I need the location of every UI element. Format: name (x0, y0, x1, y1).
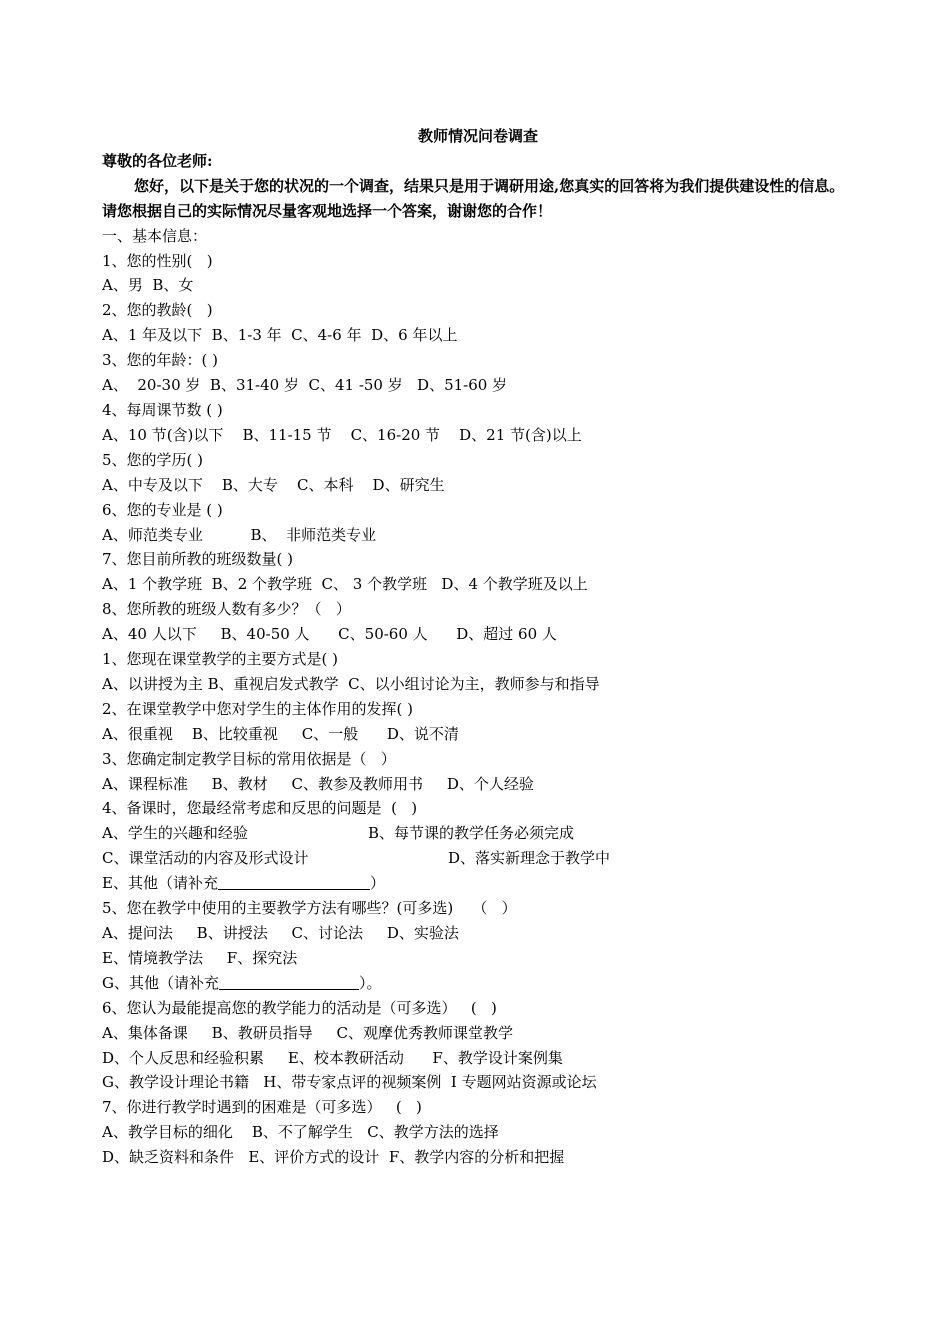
options-line: D、缺乏资料和条件 E、评价方式的设计 F、教学内容的分析和把握 (102, 1148, 565, 1167)
intro-paragraph: 您好，以下是关于您的状况的一个调查，结果只是用于调研用途,您真实的回答将为我们提供建设性的信息。请您根据自己的实际情况尽量客观地选择一个答案，谢谢您的合作！ (102, 176, 845, 220)
question-line: 7、你进行教学时遇到的困难是（可多选） ( ) (102, 1098, 422, 1117)
option-e-label: E、其他（请补充 (102, 874, 218, 893)
question-line: 5、您的学历( ) (102, 450, 204, 469)
options-row (102, 846, 854, 871)
options-line: A、教学目标的细化 B、不了解学生 C、教学方法的选择 (102, 1123, 499, 1142)
option-a: A、学生的兴趣和经验 (102, 824, 248, 843)
options-line: A、男 B、女 (102, 276, 194, 295)
options-line-other (102, 971, 854, 996)
options-row (102, 821, 854, 846)
options-line: A、集体备课 B、教研员指导 C、观摩优秀教师课堂教学 (102, 1023, 514, 1042)
question-line: 7、您目前所教的班级数量( ) (102, 550, 294, 569)
option-g-close: ）。 (358, 973, 382, 992)
options-line: A、很重视 B、比较重视 C、一般 D、说不清 (102, 724, 459, 743)
option-d: D、落实新理念于教学中 (448, 849, 611, 868)
document-page (102, 124, 854, 1170)
page-title: 教师情况问卷调查 (417, 127, 538, 145)
options-line: A、1 年及以下 B、1-3 年 C、4-6 年 D、6 年以上 (102, 326, 458, 345)
options-line: D、个人反思和经验积累 E、校本教研活动 F、教学设计案例集 (102, 1048, 563, 1067)
options-line: A、以讲授为主 B、重视启发式教学 C、以小组讨论为主，教师参与和指导 (102, 674, 600, 693)
question-line: 2、在课堂教学中您对学生的主体作用的发挥( ) (102, 699, 414, 718)
options-line: A、提问法 B、讲授法 C、讨论法 D、实验法 (102, 924, 459, 942)
option-g-label: G、其他（请补充 (102, 973, 219, 992)
question-line: 4、每周课节数 ( ) (102, 400, 223, 419)
options-line: A、师范类专业 B、 非师范类专业 (102, 525, 377, 544)
greeting: 尊敬的各位老师: (102, 151, 213, 170)
options-line: A、1 个教学班 B、2 个教学班 C、 3 个教学班 D、4 个教学班及以上 (102, 575, 588, 594)
fill-in-blank[interactable] (219, 973, 359, 990)
options-line: A、10 节(含)以下 B、11-15 节 C、16-20 节 D、21 节(含)以上 (102, 425, 582, 444)
question-line: 1、您现在课堂教学的主要方式是( ) (102, 650, 339, 669)
options-line: E、情境教学法 F、探究法 (102, 948, 298, 967)
option-c: C、课堂活动的内容及形式设计 (102, 849, 309, 868)
question-line: 6、您的专业是 ( ) (102, 500, 223, 519)
question-line: 6、您认为最能提高您的教学能力的活动是（可多选） ( ) (102, 998, 497, 1017)
question-line: 3、您的年龄：( ) (102, 351, 219, 370)
options-line: A、40 人以下 B、40-50 人 C、50-60 人 D、超过 60 人 (102, 625, 557, 644)
fill-in-blank[interactable] (218, 873, 370, 890)
section-heading: 一、基本信息： (102, 226, 208, 245)
question-line: 2、您的教龄( ) (102, 301, 213, 320)
options-line-other (102, 871, 854, 896)
question-line: 1、您的性别( ) (102, 251, 213, 270)
options-line: A、 20-30 岁 B、31-40 岁 C、41 -50 岁 D、51-60 岁 (102, 376, 508, 395)
option-b: B、每节课的教学任务必须完成 (368, 824, 575, 843)
question-line: 4、备课时，您最经常考虑和反思的问题是 ( ) (102, 799, 418, 818)
options-line: G、教学设计理论书籍 H、带专家点评的视频案例 I 专题网站资源或论坛 (102, 1073, 597, 1092)
option-e-close: ） (369, 874, 385, 893)
question-line: 8、您所教的班级人数有多少？（ ） (102, 600, 351, 619)
question-line: 5、您在教学中使用的主要教学方法有哪些？(可多选) （ ） (102, 899, 517, 918)
question-line: 3、您确定制定教学目标的常用依据是（ ） (102, 749, 396, 768)
options-line: A、中专及以下 B、大专 C、本科 D、研究生 (102, 475, 445, 494)
options-line: A、课程标准 B、教材 C、教参及教师用书 D、个人经验 (102, 774, 534, 793)
